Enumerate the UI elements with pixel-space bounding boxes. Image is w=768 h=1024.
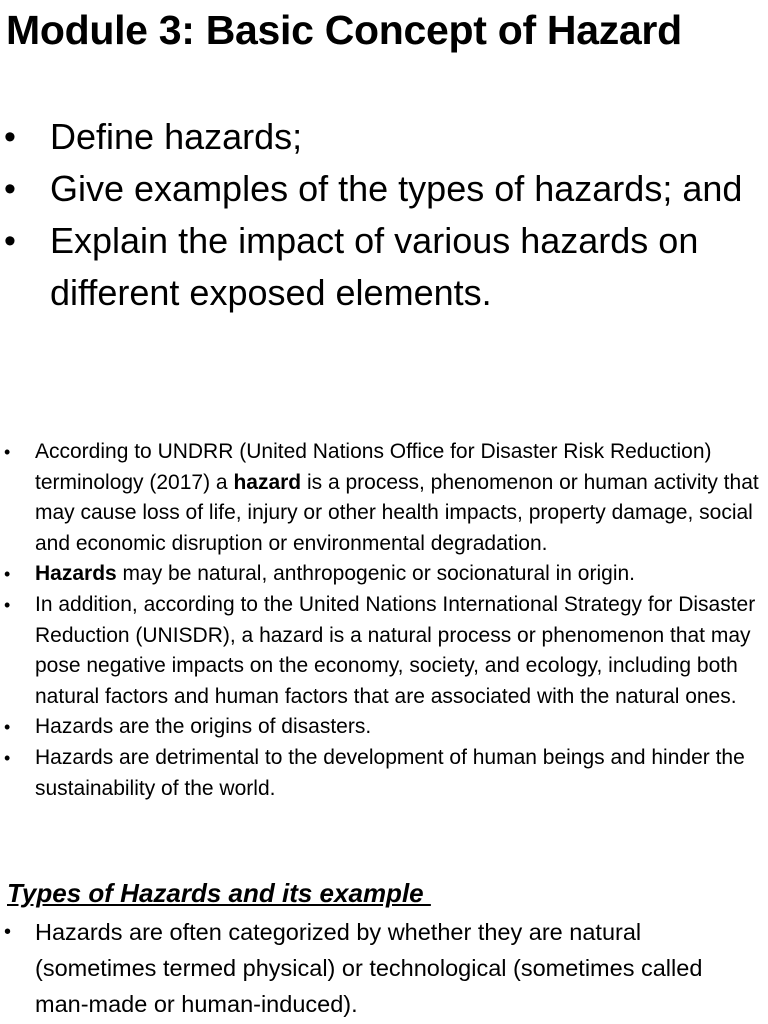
definition-text-after: is a process, phenomenon or human activity that may cause loss of life, injury or other health impacts, property damage, social and economic disruption or environmental degradation. [35,470,759,555]
definition-text-after: may be natural, anthropogenic or socionatural in origin. [116,562,636,586]
definition-text: Hazards are the origins of disasters. [35,715,372,739]
definition-list [0,437,768,804]
objective-text: Define hazards; [50,116,303,157]
types-list [0,914,768,1022]
objective-item [0,111,768,163]
objective-item [0,215,768,319]
definition-text: Hazards are detrimental to the development of human beings and hinder the sustainability of the world. [35,745,745,800]
definition-term-bold: hazard [233,470,302,494]
bullet-icon: • [4,222,16,260]
types-section-heading: Types of Hazards and its example [7,878,431,908]
definition-item-origin [0,559,768,590]
objectives-list [0,111,768,319]
bullet-icon: • [4,442,11,462]
objective-item [0,163,768,215]
types-item-text: Hazards are often categorized by whether they are natural (sometimes termed physical) or technological (sometimes called man-made or human-induced). [35,919,703,1017]
definition-item-detrimental [0,743,768,804]
definition-item-disasters [0,712,768,743]
page-title: Module 3: Basic Concept of Hazard [6,7,682,53]
types-item [0,914,768,1022]
definition-item-undrr [0,437,768,559]
bullet-icon: • [4,170,16,208]
bullet-icon: • [4,118,16,156]
definition-item-unisdr [0,590,768,712]
bullet-icon: • [4,594,11,615]
bullet-icon: • [4,564,11,585]
objective-text: Explain the impact of various hazards on different exposed elements. [50,220,699,313]
bullet-icon: • [4,747,11,768]
bullet-icon: • [4,921,12,943]
definition-text-before: According to UNDRR (United Nations Office for Disaster Risk Reduction) terminology (2017) a [35,440,712,494]
definition-text: In addition, according to the United Nations International Strategy for Disaster Reduction (UNISDR), a hazard is a natural process or phenomenon that may pose negative impacts on the economy, society, and ecology, including both natural factors and human factors that are associated with the natural ones. [35,592,756,708]
bullet-icon: • [4,717,11,738]
objective-text: Give examples of the types of hazards; and [50,168,743,209]
definition-term-bold: Hazards [35,562,117,586]
